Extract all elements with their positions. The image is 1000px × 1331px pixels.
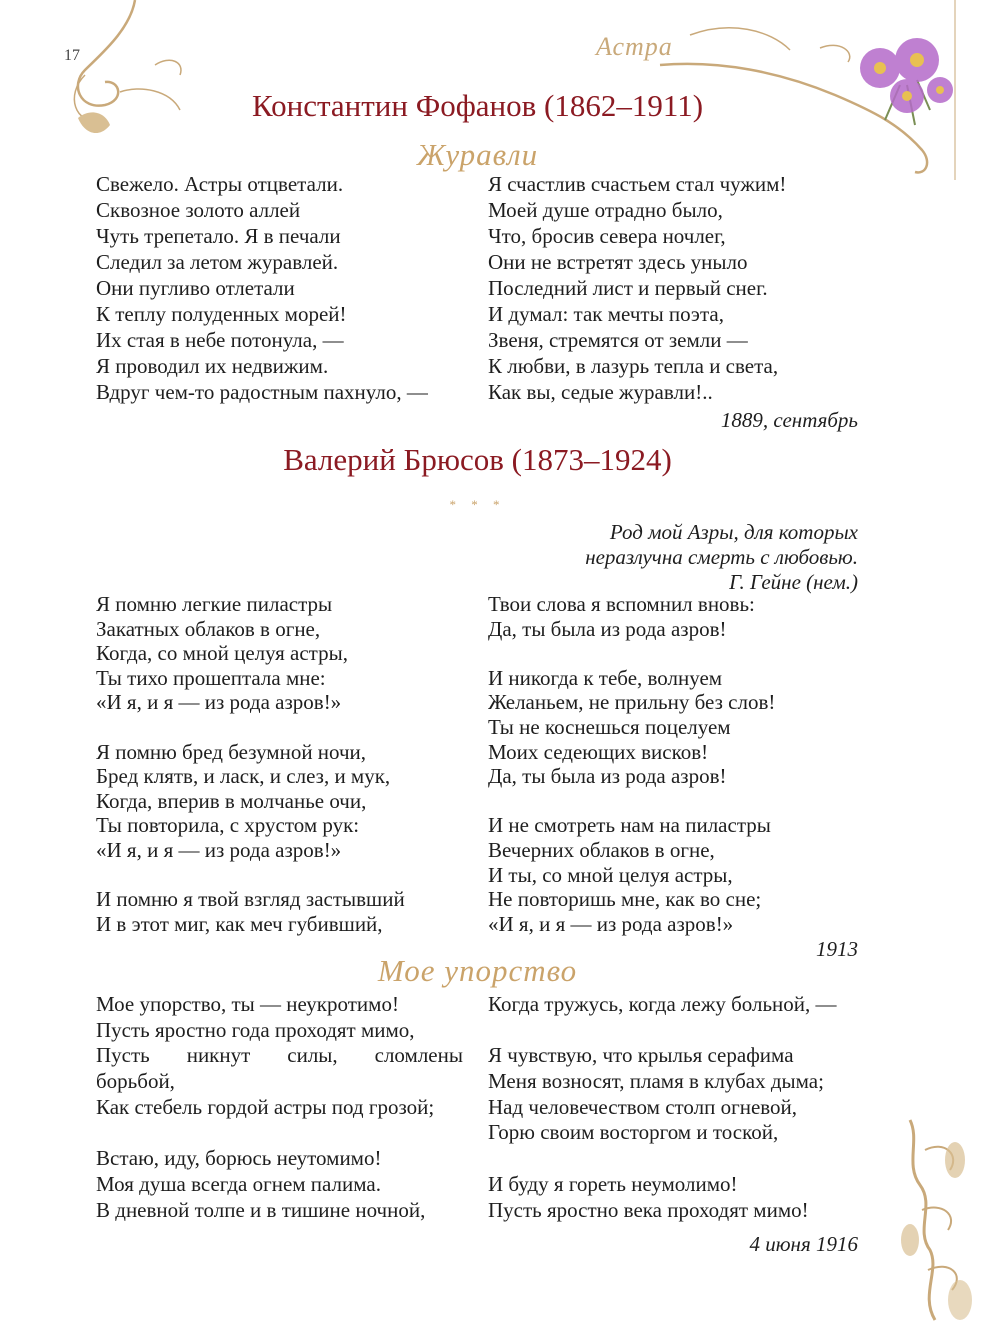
verse-line: Ты не коснешься поцелуем	[488, 714, 731, 739]
verse-line: Пусть яростно века проходят мимо!	[488, 1197, 809, 1222]
uporstvo-left-column	[96, 992, 463, 1223]
verse-line: И помню я твой взгляд застывший	[96, 887, 405, 912]
verse-line: Да, ты была из рода азров!	[488, 764, 727, 789]
verse-line: Когда тружусь, когда лежу больной, —	[488, 992, 837, 1016]
zhuravli-left-column	[96, 171, 428, 405]
word: Пусть	[96, 1043, 150, 1068]
verse-line: К теплу полуденных морей!	[96, 302, 347, 326]
verse-line: Закатных облаков в огне,	[96, 616, 321, 641]
section-stars: * * *	[449, 497, 506, 512]
verse-line: Я помню бред безумной ночи,	[96, 739, 367, 764]
verse-line: Звеня, стремятся от земли —	[488, 328, 748, 352]
author-bryusov: Валерий Брюсов (1873–1924)	[283, 442, 672, 477]
author-fofanov: Константин Фофанов (1862–1911)	[251, 88, 704, 123]
verse-line: И думал: так мечты поэта,	[488, 302, 724, 326]
verse-line: Их стая в небе потонула, —	[96, 328, 344, 352]
epigraph-attribution: Г. Гейне (нем.)	[729, 570, 858, 594]
verse-line: Что, бросив севера ночлег,	[488, 224, 726, 248]
verse-line: Свежело. Астры отцветали.	[96, 172, 344, 196]
epigraph-line: Род мой Азры, для которых	[609, 520, 858, 544]
verse-line: Бред клятв, и ласк, и слез, и мук,	[96, 764, 391, 789]
stanza-break	[488, 641, 775, 666]
justified-verse-line	[96, 1043, 463, 1069]
poem-title-zhuravli: Журавли	[416, 137, 539, 172]
epigraph	[460, 520, 858, 595]
verse-line: Когда, со мной целуя астры,	[96, 641, 348, 666]
verse-line: Твои слова я вспомнил вновь:	[488, 592, 755, 616]
epigraph-line: неразлучна смерть с любовью.	[585, 545, 858, 569]
uporstvo-date: 4 июня 1916	[749, 1232, 858, 1256]
verse-line: Вдруг чем-то радостным пахнуло, —	[96, 380, 428, 404]
azry-left-column	[96, 592, 405, 936]
word: сломлены	[374, 1043, 463, 1068]
verse-line: Когда, вперив в молчанье очи,	[96, 788, 367, 813]
verse-line: Пусть яростно года проходят мимо,	[96, 1017, 415, 1042]
verse-line: «И я, и я — из рода азров!»	[96, 837, 342, 862]
verse-line: Горю своим восторгом и тоской,	[488, 1120, 779, 1145]
verse-line: Они пугливо отлетали	[96, 276, 295, 300]
word: никнут	[186, 1043, 251, 1068]
verse-line: Как вы, седые журавли!..	[488, 380, 713, 404]
verse-line: борьбой,	[96, 1069, 175, 1094]
verse-line: Моя душа всегда огнем палима.	[96, 1171, 381, 1196]
verse-line: Моих седеющих висков!	[488, 739, 709, 764]
verse-line: И буду я гореть неумолимо!	[488, 1171, 738, 1196]
verse-line: Я помню легкие пиластры	[96, 592, 333, 616]
verse-line: Я счастлив счастьем стал чужим!	[488, 172, 787, 196]
running-head: Астра	[596, 32, 673, 61]
uporstvo-right-column	[488, 992, 837, 1223]
page-number: 17	[64, 47, 80, 64]
verse-line: Вечерних облаков в огне,	[488, 837, 715, 862]
azry-right-column	[488, 592, 775, 936]
verse-line: Сквозное золото аллей	[96, 198, 301, 222]
verse-line: Над человечеством столп огневой,	[488, 1094, 798, 1119]
verse-line: Я проводил их недвижим.	[96, 354, 329, 378]
verse-line: Ты тихо прошептала мне:	[96, 665, 326, 690]
verse-line: Как стебель гордой астры под грозой;	[96, 1094, 435, 1119]
bottom-right-ornament	[880, 1110, 990, 1330]
stanza-break	[96, 1120, 463, 1146]
verse-line: Ты повторила, с хрустом рук:	[96, 813, 360, 838]
verse-line: «И я, и я — из рода азров!»	[96, 690, 342, 715]
stanza-break	[96, 715, 405, 740]
verse-line: Последний лист и первый снег.	[488, 276, 768, 300]
word: силы,	[287, 1043, 338, 1068]
verse-line: Желаньем, не прильну без слов!	[488, 690, 776, 715]
verse-line: И в этот миг, как меч губивший,	[96, 911, 383, 936]
zhuravli-date: 1889, сентябрь	[720, 408, 858, 432]
verse-line: Меня возносят, пламя в клубах дыма;	[488, 1069, 824, 1094]
verse-line: Моей душе отрадно было,	[488, 198, 723, 222]
verse-line: В дневной толпе и в тишине ночной,	[96, 1197, 426, 1222]
verse-line: Не повторишь мне, как во сне;	[488, 887, 762, 912]
verse-line: Я чувствую, что крылья серафима	[488, 1043, 794, 1068]
verse-line: Да, ты была из рода азров!	[488, 616, 727, 641]
verse-line: Следил за летом журавлей.	[96, 250, 339, 274]
zhuravli-right-column	[488, 171, 786, 405]
verse-line: И ты, со мной целуя астры,	[488, 862, 733, 887]
stanza-break	[488, 1146, 837, 1172]
verse-line: Чуть трепетало. Я в печали	[96, 224, 341, 248]
stanza-break	[488, 1018, 837, 1044]
verse-line: И не смотреть нам на пиластры	[488, 813, 771, 838]
verse-line: Встаю, иду, борюсь неутомимо!	[96, 1146, 382, 1171]
verse-line: Мое упорство, ты — неукротимо!	[96, 992, 399, 1016]
verse-line: К любви, в лазурь тепла и света,	[488, 354, 779, 378]
top-left-flourish	[30, 0, 230, 160]
poem-title-moe-uporstvo: Мое упорство	[377, 953, 578, 988]
verse-line: И никогда к тебе, волнуем	[488, 665, 723, 690]
verse-line: Они не встретят здесь уныло	[488, 250, 748, 274]
azry-date: 1913	[816, 937, 858, 961]
verse-line: «И я, и я — из рода азров!»	[488, 911, 734, 936]
stanza-break	[96, 863, 405, 888]
stanza-break	[488, 789, 775, 814]
